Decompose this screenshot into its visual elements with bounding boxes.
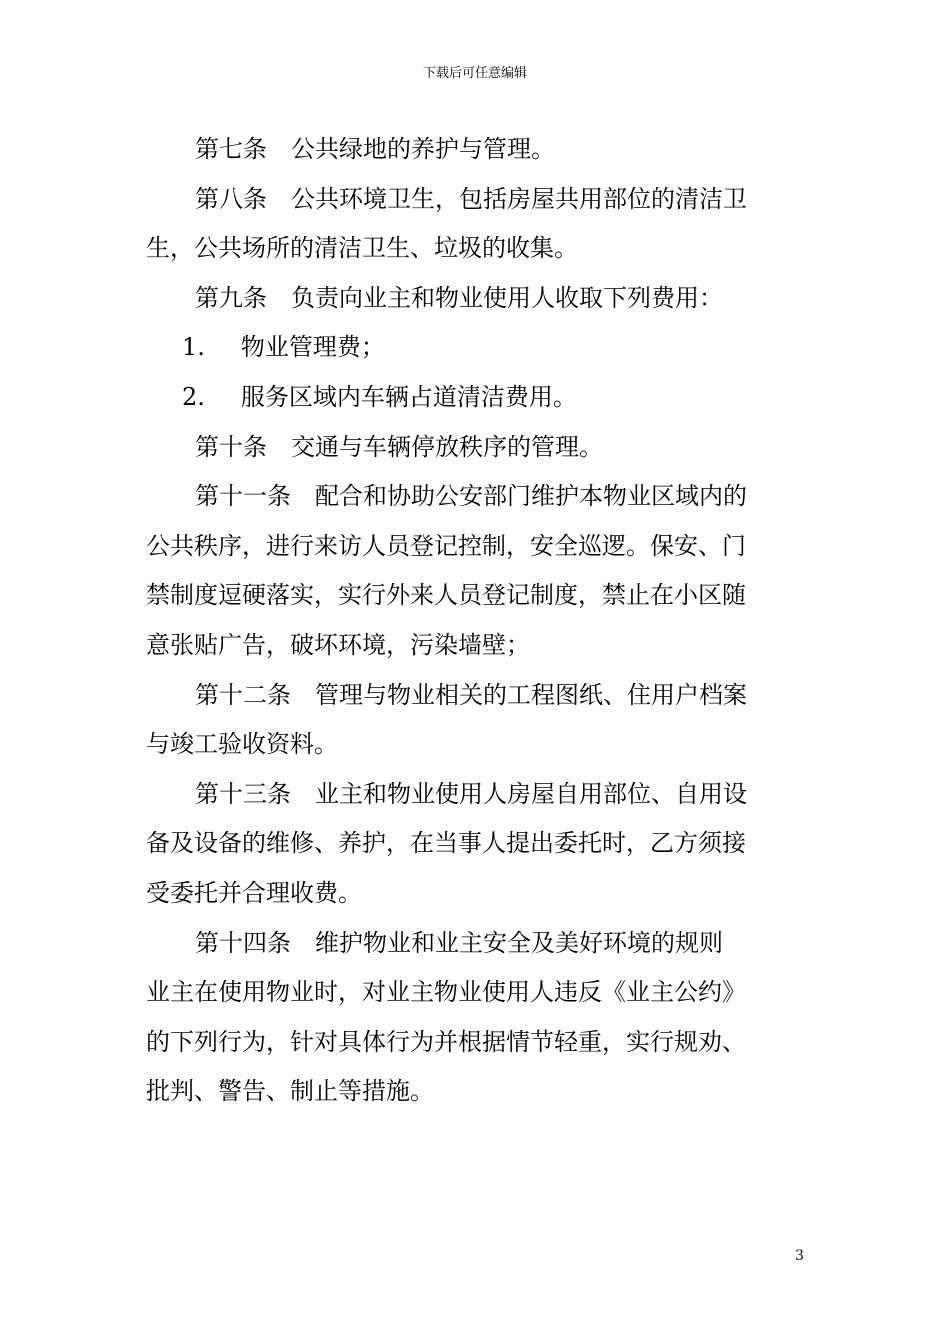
page-header: 下载后可任意编辑 [422,66,527,81]
article-text: 管理与物业相关的工程图纸、住用户档案 [315,680,747,709]
article-label: 第九条 [195,283,267,312]
article-text: 维护物业和业主安全及美好环境的规则 [315,928,723,957]
list-number: 2. [182,382,205,411]
list-item [146,323,786,373]
document-body [146,125,786,1117]
text-line: 禁制度逗硬落实，实行外来人员登记制度，禁止在小区随 [146,581,746,610]
article-text: 公共绿地的养护与管理。 [291,135,555,163]
article-text: 配合和协助公安部门维护本物业区域内的 [315,482,747,511]
article-10-line [146,423,786,473]
list-item [146,373,786,423]
article-11-line [146,472,786,522]
text-line: 的下列行为，针对具体行为并根据情节轻重，实行规劝、 [146,1027,746,1056]
list-text: 物业管理费； [240,333,385,362]
article-label: 第十三条 [195,779,291,808]
text-line: 公共秩序，进行来访人员登记控制，安全巡逻。保安、门 [146,531,746,560]
article-label: 第十四条 [195,928,291,957]
article-label: 第十一条 [195,482,291,511]
text-line: 批判、警告、制止等措施。 [146,1077,434,1106]
article-12-line [146,671,786,721]
article-label: 第十二条 [195,680,291,709]
article-text: 交通与车辆停放秩序的管理。 [291,432,603,461]
text-line: 与竣工验收资料。 [146,730,338,759]
text-line: 意张贴广告，破坏环境，污染墙壁； [146,630,530,659]
article-text: 业主和物业使用人房屋自用部位、自用设 [315,779,747,808]
article-text: 公共环境卫生，包括房屋共用部位的清洁卫 [291,184,747,213]
article-7-line [146,125,786,175]
article-13-line [146,770,786,820]
article-text: 负责向业主和物业使用人收取下列费用： [291,283,723,312]
article-14-line [146,919,786,969]
list-text: 服务区域内车辆占道清洁费用。 [240,382,577,411]
text-line: 业主在使用物业时，对业主物业使用人违反《业主公约》 [146,978,746,1007]
list-number: 1. [182,333,205,362]
article-label: 第十条 [195,432,267,461]
text-line: 受委托并合理收费。 [146,878,362,907]
text-line: 生，公共场所的清洁卫生、垃圾的收集。 [146,234,578,263]
article-8-line [146,175,786,225]
article-label: 第七条 [195,135,267,163]
text-line: 备及设备的维修、养护，在当事人提出委托时，乙方须接 [146,829,746,858]
article-9-line [146,274,786,324]
article-label: 第八条 [195,184,267,213]
page-number: 3 [795,1248,804,1264]
